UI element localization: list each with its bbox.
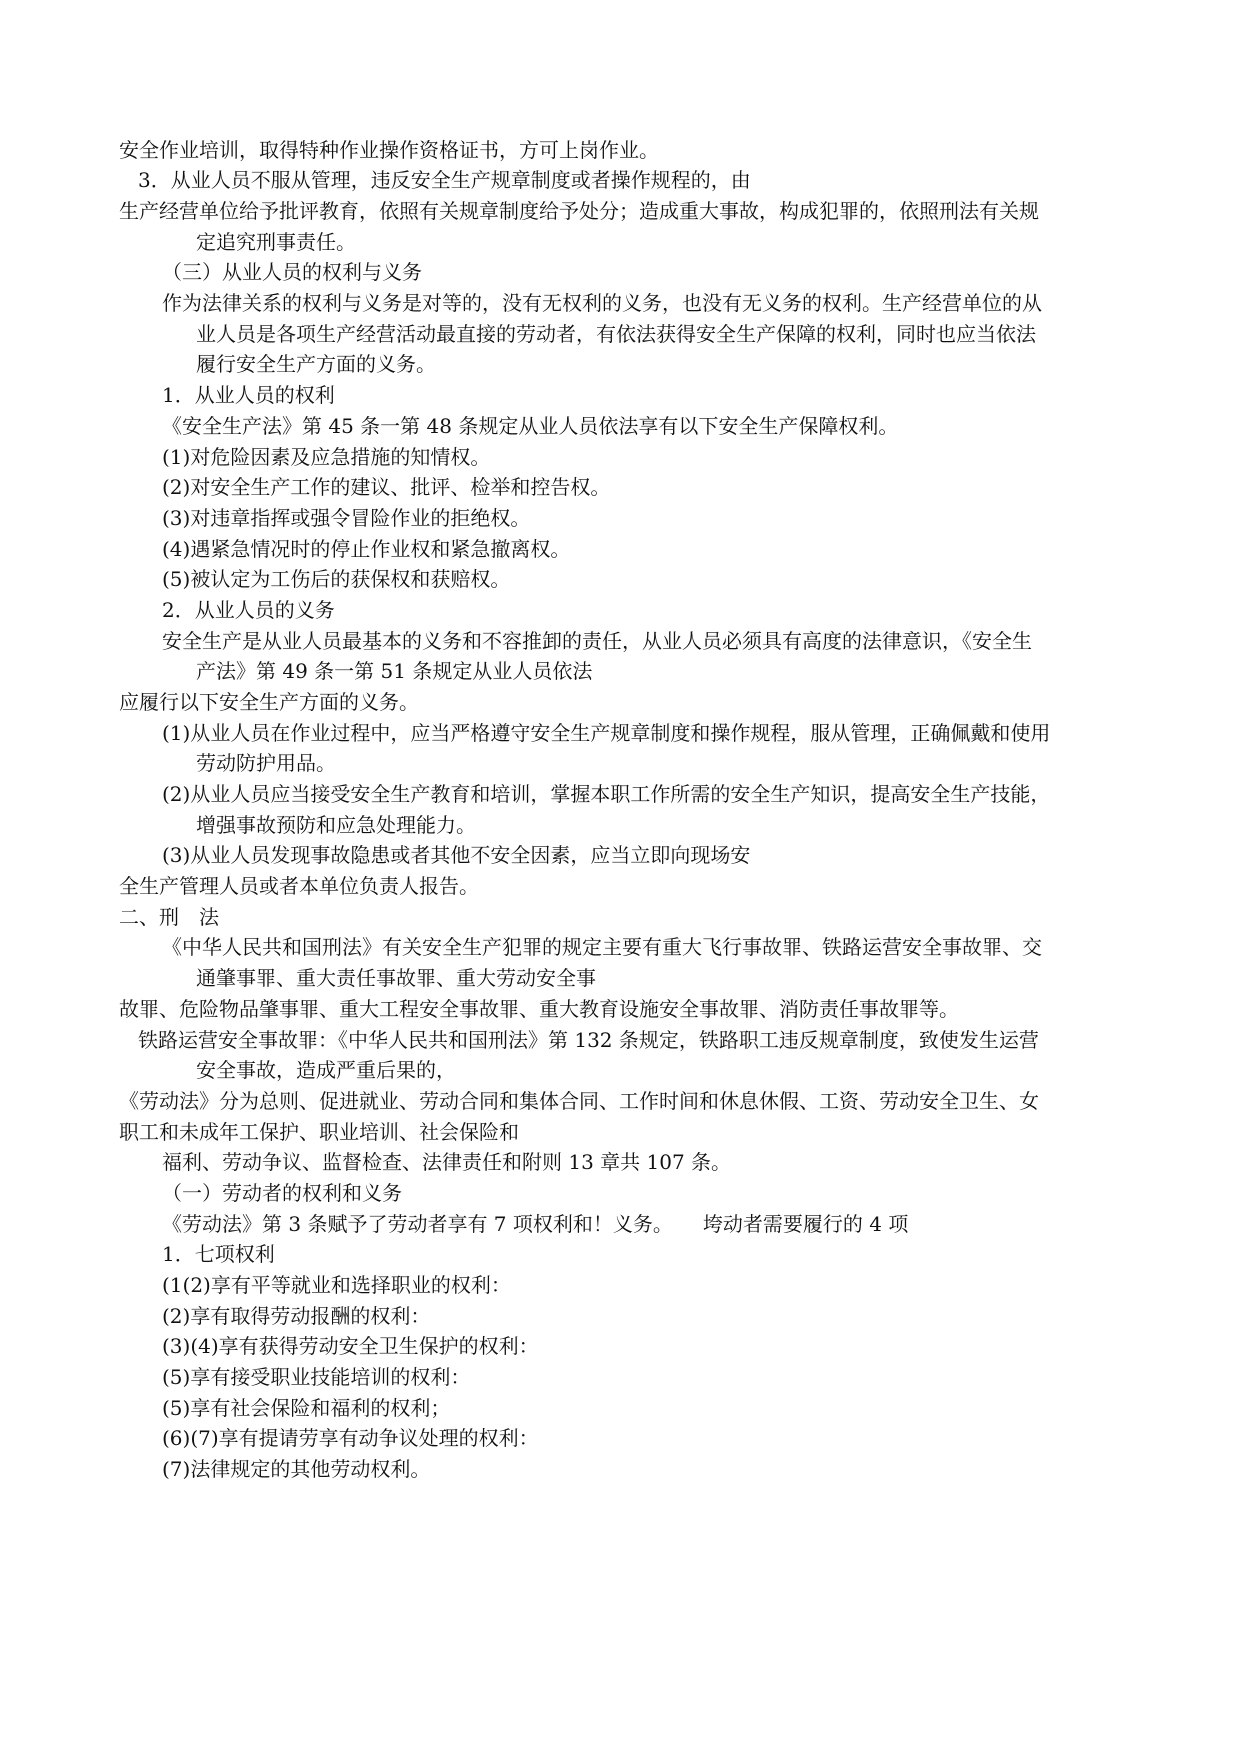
list-item: (6)(7)享有提请劳享有动争议处理的权利： [162, 1426, 539, 1450]
text-line: 安全作业培训，取得特种作业操作资格证书，方可上岗作业。 [119, 138, 659, 162]
subsection-heading: 1．七项权利 [162, 1242, 275, 1266]
text-line: 全生产管理人员或者本单位负责人报告。 [119, 874, 479, 898]
text-line: 职工和未成年工保护、职业培训、社会保险和 [119, 1120, 519, 1144]
list-item: (2)对安全生产工作的建议、批评、检举和控告权。 [162, 475, 611, 499]
text-line: 增强事故预防和应急处理能力。 [196, 813, 476, 837]
list-item: (1)对危险因素及应急措施的知情权。 [162, 445, 491, 469]
text-line: 定追究刑事责任。 [196, 230, 356, 254]
text-line: 履行安全生产方面的义务。 [196, 352, 436, 376]
text-line: 通肇事罪、重大责任事故罪、重大劳动安全事 [196, 966, 596, 990]
list-item: (1)从业人员在作业过程中，应当严格遵守安全生产规章制度和操作规程，服从管理，正确佩戴和使用 [162, 721, 1051, 745]
text-line: 产法》第 49 条一第 51 条规定从业人员依法 [196, 659, 593, 683]
list-item: (3)从业人员发现事故隐患或者其他不安全因素，应当立即向现场安 [162, 843, 751, 867]
list-item: (5)享有接受职业技能培训的权利： [162, 1365, 471, 1389]
section-heading: （一）劳动者的权利和义务 [162, 1181, 402, 1205]
text-line: 3．从业人员不服从管理，违反安全生产规章制度或者操作规程的，由 [138, 168, 751, 192]
text-line: 故罪、危险物品肇事罪、重大工程安全事故罪、重大教育设施安全事故罪、消防责任事故罪等。 [119, 997, 959, 1021]
text-line: 生产经营单位给予批评教育，依照有关规章制度给予处分；造成重大事故，构成犯罪的，依照刑法有关规 [119, 199, 1039, 223]
list-item: (5)被认定为工伤后的获保权和获赔权。 [162, 567, 511, 591]
section-heading: （三）从业人员的权利与义务 [162, 260, 422, 284]
text-line: 福利、劳动争议、监督检查、法律责任和附则 13 章共 107 条。 [162, 1150, 732, 1174]
list-item: (2)从业人员应当接受安全生产教育和培训，掌握本职工作所需的安全生产知识，提高安全生产技能， [162, 782, 1051, 806]
text-line: 《劳动法》第 3 条赋予了劳动者享有 7 项权利和！义务。 垮动者需要履行的 4 项 [162, 1212, 909, 1236]
text-line: 劳动防护用品。 [196, 751, 336, 775]
list-item: (2)享有取得劳动报酬的权利： [162, 1304, 431, 1328]
text-line: 安全事故，造成严重后果的， [196, 1058, 456, 1082]
text-line: 《中华人民共和国刑法》有关安全生产犯罪的规定主要有重大飞行事故罪、铁路运营安全事故罪、交 [162, 935, 1042, 959]
list-item: (7)法律规定的其他劳动权利。 [162, 1457, 431, 1481]
subsection-heading: 2．从业人员的义务 [162, 598, 335, 622]
list-item: (5)享有社会保险和福利的权利； [162, 1396, 451, 1420]
list-item: (1(2)享有平等就业和选择职业的权利： [162, 1273, 511, 1297]
list-item: (3)对违章指挥或强令冒险作业的拒绝权。 [162, 506, 531, 530]
text-line: 应履行以下安全生产方面的义务。 [119, 690, 419, 714]
text-line: 铁路运营安全事故罪：《中华人民共和国刑法》第 132 条规定，铁路职工违反规章制度，致使发生运营 [138, 1028, 1039, 1052]
list-item: (4)遇紧急情况时的停止作业权和紧急撤离权。 [162, 537, 571, 561]
list-item: (3)(4)享有获得劳动安全卫生保护的权利： [162, 1334, 539, 1358]
text-line: 《安全生产法》第 45 条一第 48 条规定从业人员依法享有以下安全生产保障权利。 [162, 414, 899, 438]
text-line: 安全生产是从业人员最基本的义务和不容推卸的责任，从业人员必须具有高度的法律意识，《安全生 [162, 629, 1032, 653]
subsection-heading: 1．从业人员的权利 [162, 383, 335, 407]
text-line: 《劳动法》分为总则、促进就业、劳动合同和集体合同、工作时间和休息休假、工资、劳动安全卫生、女 [119, 1089, 1039, 1113]
text-line: 业人员是各项生产经营活动最直接的劳动者，有依法获得安全生产保障的权利，同时也应当依法 [196, 322, 1036, 346]
section-heading: 二、刑 法 [119, 905, 219, 929]
text-line: 作为法律关系的权利与义务是对等的，没有无权利的义务，也没有无义务的权利。生产经营单位的从 [162, 291, 1042, 315]
